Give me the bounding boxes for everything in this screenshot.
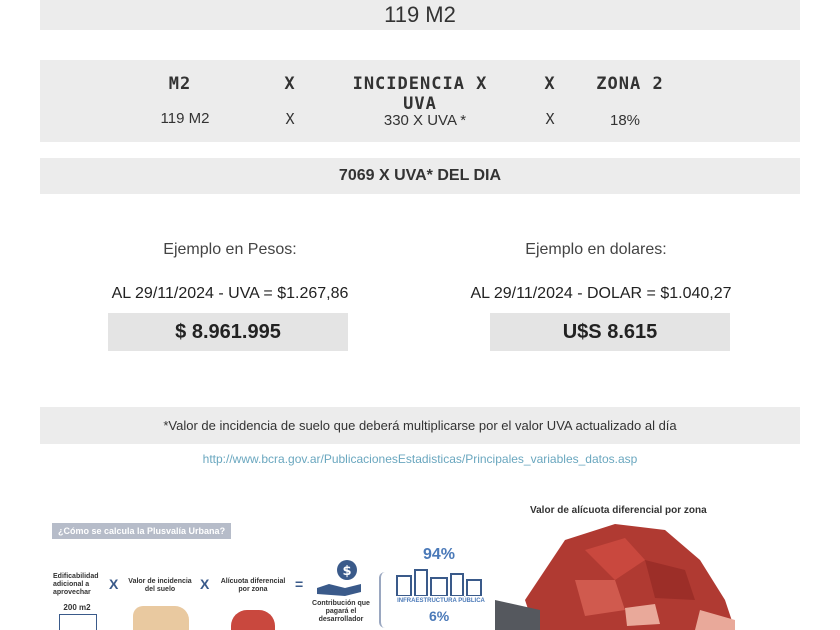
footnote-band bbox=[40, 407, 800, 444]
dolares-result: U$S 8.615 bbox=[562, 320, 658, 343]
dolares-result-box bbox=[490, 313, 730, 351]
zona-value: 18% bbox=[609, 112, 641, 129]
multiply-value-2: X bbox=[545, 110, 555, 128]
multiply-sign-2: X bbox=[544, 74, 556, 94]
daily-uva-banner bbox=[40, 158, 800, 194]
daily-uva-text: 7069 X UVA* DEL DIA bbox=[338, 167, 502, 184]
bracket-divider bbox=[379, 572, 389, 628]
dolares-label: Ejemplo en dolares: bbox=[525, 241, 667, 258]
zone-map bbox=[495, 520, 735, 630]
pesos-date-line: AL 29/11/2024 - UVA = $1.267,86 bbox=[111, 285, 349, 302]
infographic-multiply-2: X bbox=[200, 576, 210, 592]
city-skyline-icon bbox=[395, 566, 485, 596]
infographic-item-incidencia: Valor de incidencia del suelo bbox=[128, 578, 192, 594]
second-percent: 6% bbox=[429, 608, 450, 624]
formula-panel bbox=[40, 60, 800, 142]
dolares-date-line: AL 29/11/2024 - DOLAR = $1.040,27 bbox=[470, 285, 732, 302]
plusvalia-infographic bbox=[45, 500, 800, 630]
area-value: 119 M2 bbox=[384, 2, 456, 27]
infographic-multiply-1: X bbox=[109, 576, 119, 592]
infrastructure-label: INFRAESTRUCTURA PÚBLICA bbox=[397, 598, 485, 604]
bcra-link[interactable]: http://www.bcra.gov.ar/PublicacionesEstadisticas/Principales_variables_datos.asp bbox=[202, 452, 638, 466]
pesos-result-box bbox=[108, 313, 348, 351]
zona-header: ZONA 2 bbox=[596, 74, 664, 94]
multiply-sign-1: X bbox=[284, 74, 296, 94]
m2-header: M2 bbox=[168, 74, 192, 94]
infographic-question: ¿Cómo se calcula la Plusvalía Urbana? bbox=[52, 523, 231, 539]
incidencia-value: 330 X UVA * bbox=[383, 112, 467, 129]
pesos-label: Ejemplo en Pesos: bbox=[163, 241, 297, 258]
incidencia-header: INCIDENCIA X UVA bbox=[352, 74, 488, 114]
infographic-item-alicuota: Alícuota diferencial por zona bbox=[220, 578, 286, 594]
m2-value: 119 M2 bbox=[160, 110, 210, 127]
building-icon bbox=[59, 614, 97, 630]
infographic-item-edificabilidad-value: 200 m2 bbox=[63, 603, 91, 612]
money-hand-icon bbox=[315, 558, 365, 598]
pesos-result: $ 8.961.995 bbox=[175, 320, 281, 343]
multiply-value-1: X bbox=[285, 110, 295, 128]
footnote-text: *Valor de incidencia de suelo que deberá multiplicarse por el valor UVA actualizado al día bbox=[163, 418, 677, 433]
infrastructure-percent: 94% bbox=[423, 546, 456, 563]
area-header bbox=[40, 0, 800, 30]
infographic-item-edificabilidad: Edificabilidad adicional a aprovechar bbox=[53, 573, 99, 597]
zone-map-icon bbox=[231, 610, 275, 630]
infographic-item-contribucion: Contribución que pagará el desarrollador bbox=[312, 600, 370, 624]
infographic-equals: = bbox=[295, 576, 304, 592]
map-title: Valor de alícuota diferencial por zona bbox=[530, 505, 707, 516]
land-map-icon bbox=[133, 606, 189, 630]
svg-text:$: $ bbox=[342, 564, 352, 579]
